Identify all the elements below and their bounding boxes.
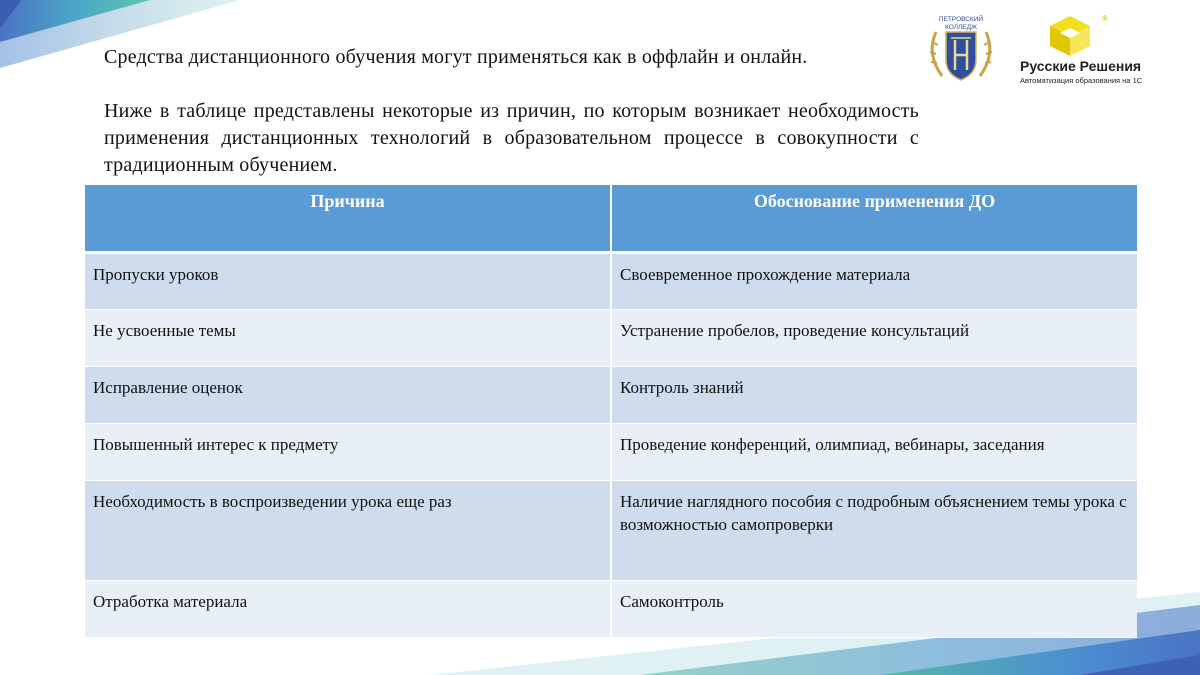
table-header-row	[85, 185, 1137, 253]
petrovsky-college-logo	[922, 12, 1000, 88]
petrovsky-bottom-text: КОЛЛЕДЖ	[945, 24, 977, 31]
header-reason: Причина	[85, 185, 611, 253]
cell-justification: Самоконтроль	[611, 581, 1137, 638]
cell-justification: Своевременное прохождение материала	[611, 253, 1137, 310]
russkie-resheniya-logo	[1016, 14, 1146, 94]
rr-tagline: Автоматизация образования на 1С	[1020, 76, 1143, 85]
cell-reason: Исправление оценок	[85, 367, 611, 424]
russkie-resheniya-cube-icon	[1040, 14, 1100, 58]
table-row	[85, 481, 1137, 581]
intro-line-2: Ниже в таблице представлены некоторые из причин, по которым возникает необходимость применения дистанционных технологий в образовательном процессе в совокупности с традиционным обучением.	[104, 100, 919, 176]
registered-mark: ®	[1102, 14, 1108, 23]
table-row	[85, 581, 1137, 638]
table-row	[85, 367, 1137, 424]
cell-justification: Наличие наглядного пособия с подробным объяснением темы урока с возможностью самопроверки	[611, 481, 1137, 581]
table-row	[85, 424, 1137, 481]
header-justification: Обоснование применения ДО	[611, 185, 1137, 253]
cell-reason: Не усвоенные темы	[85, 310, 611, 367]
cell-reason: Пропуски уроков	[85, 253, 611, 310]
intro-line-1: Средства дистанционного обучения могут применяться как в оффлайн и онлайн.	[104, 46, 808, 68]
rr-brand-name: Русские Решения	[1020, 58, 1142, 74]
cell-justification: Контроль знаний	[611, 367, 1137, 424]
table-row	[85, 310, 1137, 367]
cell-reason: Отработка материала	[85, 581, 611, 638]
reasons-table	[85, 185, 1137, 638]
cell-reason: Повышенный интерес к предмету	[85, 424, 611, 481]
table-row	[85, 253, 1137, 310]
petrovsky-college-emblem-icon	[922, 12, 1000, 88]
cell-reason: Необходимость в воспроизведении урока еще раз	[85, 481, 611, 581]
cell-justification: Проведение конференций, олимпиад, вебинары, заседания	[611, 424, 1137, 481]
cell-justification: Устранение пробелов, проведение консультаций	[611, 310, 1137, 367]
petrovsky-top-text: ПЕТРОВСКИЙ	[938, 16, 984, 23]
intro-text	[104, 44, 919, 179]
